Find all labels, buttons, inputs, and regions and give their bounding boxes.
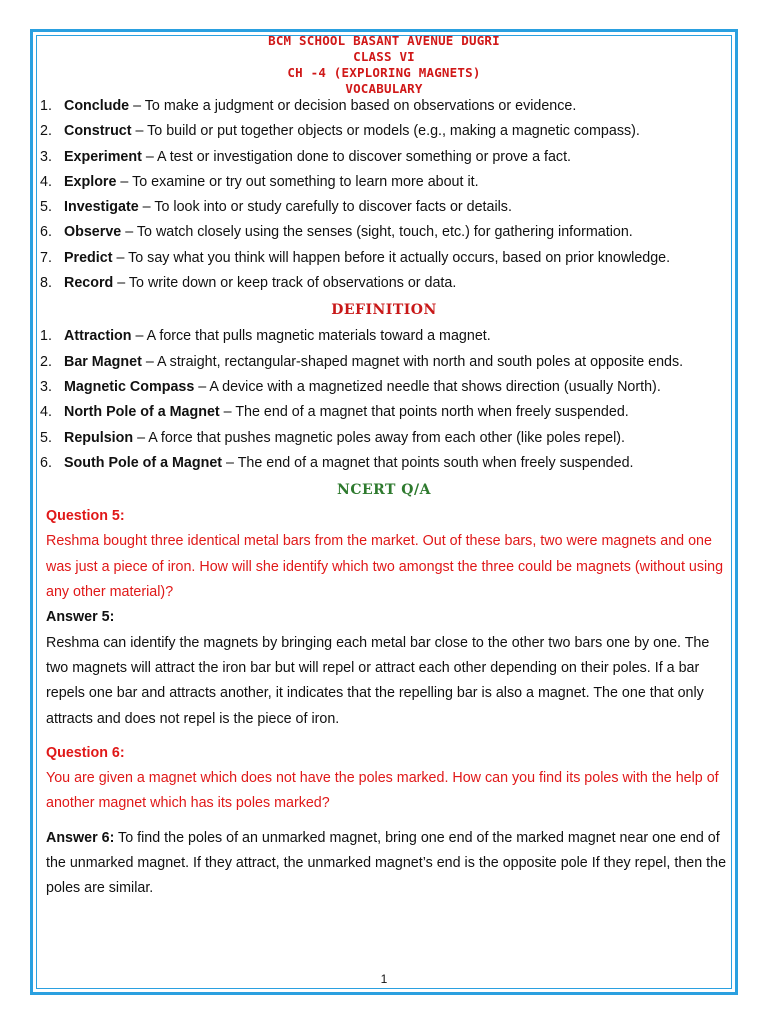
header <box>38 33 730 97</box>
term-definition: – To make a judgment or decision based on observations or evidence. <box>129 98 577 114</box>
page-number: 1 <box>380 972 388 986</box>
term-definition: – A straight, rectangular-shaped magnet with north and south poles at opposite ends. <box>141 353 684 370</box>
definition-list <box>38 324 730 476</box>
list-number: 3. <box>40 378 52 395</box>
ncert-title: NCERT Q/A <box>337 482 431 499</box>
list-number: 6. <box>40 224 52 241</box>
definition-title: DEFINITION <box>331 302 437 319</box>
vocabulary-item <box>38 145 730 170</box>
definition-item <box>38 451 730 476</box>
term: Explore <box>64 173 117 190</box>
term-definition: – A force that pushes magnetic poles away from each other (like poles repel). <box>133 429 626 446</box>
vocabulary-list <box>38 94 730 296</box>
list-number: 2. <box>40 353 52 370</box>
question-5-label: Question 5: <box>46 508 125 525</box>
term-definition: – To watch closely using the senses (sight, touch, etc.) for gathering information. <box>121 224 633 241</box>
list-number: 7. <box>40 249 52 266</box>
term-definition: – To write down or keep track of observations or data. <box>113 275 457 292</box>
vocabulary-item <box>38 271 730 296</box>
term: Investigate <box>64 199 139 216</box>
answer-6-paragraph <box>46 826 730 902</box>
question-6-block <box>38 741 730 902</box>
definition-item <box>38 350 730 375</box>
chapter-title: CH -4 (EXPLORING MAGNETS) <box>287 65 481 80</box>
class-name: CLASS VI <box>353 49 415 64</box>
list-number: 1. <box>40 328 52 345</box>
answer-6-text: To find the poles of an unmarked magnet, bring one end of the marked magnet near one end of the unmarked magnet. If they attract, the unmarked magnet’s end is the opposite pole If they repel, then the poles are similar. <box>46 829 727 897</box>
definition-item <box>38 400 730 425</box>
term: Record <box>64 275 114 292</box>
answer-5-text: Reshma can identify the magnets by bringing each metal bar close to the other two bars one by one. The two magnets will attract the iron bar but will repel or attract each other depending on their poles. If a bar repels one bar and attracts another, it indicates that the repelling bar is also a magnet. The one that only attracts and does not repel is the piece of iron. <box>46 634 710 727</box>
list-number: 2. <box>40 123 52 140</box>
list-number: 5. <box>40 199 52 216</box>
term: Construct <box>64 123 132 140</box>
definition-item <box>38 375 730 400</box>
definition-item <box>38 426 730 451</box>
term-definition: – To build or put together objects or models (e.g., making a magnetic compass). <box>131 123 640 140</box>
list-number: 4. <box>40 173 52 190</box>
vocabulary-item <box>38 220 730 245</box>
school-name: BCM SCHOOL BASANT AVENUE DUGRI <box>268 33 500 48</box>
vocabulary-item <box>38 246 730 271</box>
term-definition: – A force that pulls magnetic materials toward a magnet. <box>131 328 491 345</box>
term-definition: – To say what you think will happen before it actually occurs, based on prior knowledge. <box>112 249 671 266</box>
term: South Pole of a Magnet <box>64 454 223 471</box>
list-number: 1. <box>40 98 52 114</box>
term: North Pole of a Magnet <box>64 404 220 421</box>
document-page <box>38 33 730 902</box>
question-5-text: Reshma bought three identical metal bars from the market. Out of these bars, two were magnets and one was just a piece of iron. How will she identify which two amongst the three could be magnets (without using any other material)? <box>46 533 724 601</box>
question-5-block <box>38 504 730 732</box>
list-number: 8. <box>40 275 52 292</box>
vocabulary-title: VOCABULARY <box>345 81 423 96</box>
term: Experiment <box>64 148 142 165</box>
term: Bar Magnet <box>64 353 142 370</box>
definition-item <box>38 324 730 349</box>
question-6-label: Question 6: <box>46 744 125 761</box>
term: Observe <box>64 224 122 241</box>
term-definition: – A test or investigation done to discover something or prove a fact. <box>141 148 572 165</box>
term-definition: – The end of a magnet that points north when freely suspended. <box>219 404 629 421</box>
question-6-text: You are given a magnet which does not have the poles marked. How can you find its poles with the help of another magnet which has its poles marked? <box>46 770 719 812</box>
answer-5-label: Answer 5: <box>46 609 115 626</box>
vocabulary-item <box>38 195 730 220</box>
term: Predict <box>64 249 113 266</box>
vocabulary-item <box>38 119 730 144</box>
list-number: 5. <box>40 429 52 446</box>
term-definition: – The end of a magnet that points south when freely suspended. <box>222 454 634 471</box>
vocabulary-item <box>38 170 730 195</box>
list-number: 3. <box>40 148 52 165</box>
term: Repulsion <box>64 429 134 446</box>
term-definition: – To look into or study carefully to discover facts or details. <box>138 199 512 216</box>
term-definition: – A device with a magnetized needle that shows direction (usually North). <box>194 378 661 395</box>
list-number: 4. <box>40 404 52 421</box>
list-number: 6. <box>40 454 52 471</box>
term: Conclude <box>64 98 130 114</box>
term: Magnetic Compass <box>64 378 195 395</box>
vocabulary-item <box>38 94 730 119</box>
term-definition: – To examine or try out something to learn more about it. <box>116 173 479 190</box>
term: Attraction <box>64 328 132 345</box>
answer-6-label: Answer 6: <box>46 829 115 846</box>
